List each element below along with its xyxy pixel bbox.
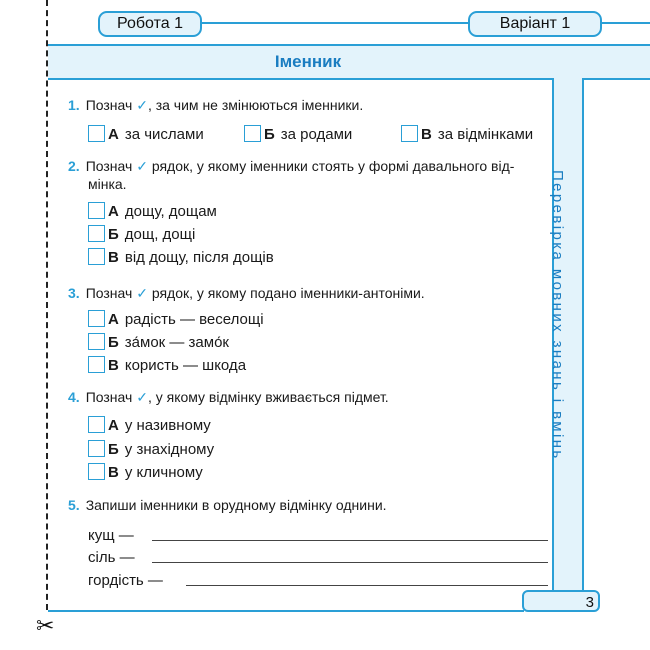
checkbox[interactable]: [88, 248, 105, 265]
q3-option-c[interactable]: В користь — шкода: [88, 356, 246, 376]
question-number: 2.: [68, 158, 80, 174]
question-5: 5. Запиши іменники в орудному відмінку однини.: [68, 497, 387, 513]
question-1: 1. Познач ✓, за чим не змінюються іменники.: [68, 97, 364, 113]
scissors-icon: ✂: [36, 614, 55, 639]
header-rule-right: [598, 22, 650, 24]
word-hordist: гордість —: [88, 572, 163, 589]
q4-option-c[interactable]: В у кличному: [88, 463, 203, 483]
q2-option-a[interactable]: А дощу, дощам: [88, 202, 217, 222]
question-2: 2. Познач ✓ рядок, у якому іменники стоять у формі давального від-: [68, 158, 515, 174]
checkbox[interactable]: [88, 310, 105, 327]
q3-option-a[interactable]: А радість — веселощі: [88, 310, 264, 330]
answer-line[interactable]: [186, 585, 548, 586]
checkbox[interactable]: [88, 416, 105, 433]
checkbox[interactable]: [88, 225, 105, 242]
q2-option-c[interactable]: В від дощу, після дощів: [88, 248, 274, 268]
checkmark-icon: ✓: [136, 285, 148, 301]
question-2-line2: мінка.: [88, 176, 127, 192]
answer-line[interactable]: [152, 540, 548, 541]
checkbox[interactable]: [88, 202, 105, 219]
cut-line: [46, 0, 48, 610]
q1-option-c[interactable]: В за відмінками: [401, 125, 533, 145]
q4-option-b[interactable]: Б у знахідному: [88, 440, 214, 460]
word-sil: сіль —: [88, 549, 135, 566]
checkmark-icon: ✓: [136, 389, 148, 405]
question-number: 4.: [68, 389, 80, 405]
question-3: 3. Познач ✓ рядок, у якому подано іменники-антоніми.: [68, 285, 425, 301]
sidebar-label: Перевірка мовних знань і вмінь: [549, 170, 566, 461]
q1-option-b[interactable]: Б за родами: [244, 125, 352, 145]
work-tab: Робота 1: [98, 11, 202, 37]
checkmark-icon: ✓: [136, 158, 148, 174]
checkbox[interactable]: [401, 125, 418, 142]
footer-rule: [48, 610, 524, 612]
checkbox[interactable]: [88, 440, 105, 457]
q2-option-b[interactable]: Б дощ, дощі: [88, 225, 195, 245]
answer-line[interactable]: [152, 562, 548, 563]
word-kushch: кущ —: [88, 527, 134, 544]
question-4: 4. Познач ✓, у якому відмінку вживається підмет.: [68, 389, 389, 405]
checkmark-icon: ✓: [136, 97, 148, 113]
checkbox[interactable]: [88, 333, 105, 350]
q4-option-a[interactable]: А у називному: [88, 416, 211, 436]
question-number: 3.: [68, 285, 80, 301]
checkbox[interactable]: [88, 463, 105, 480]
checkbox[interactable]: [88, 356, 105, 373]
checkbox[interactable]: [244, 125, 261, 142]
q3-option-b[interactable]: Б за́мок — замо́к: [88, 333, 229, 353]
question-number: 1.: [68, 97, 80, 113]
question-number: 5.: [68, 497, 80, 513]
header-rule: [198, 22, 468, 24]
q1-option-a[interactable]: А за числами: [88, 125, 204, 145]
page-number: 3: [522, 590, 600, 612]
checkbox[interactable]: [88, 125, 105, 142]
page-title: Іменник: [274, 52, 342, 71]
variant-tab: Варіант 1: [468, 11, 602, 37]
